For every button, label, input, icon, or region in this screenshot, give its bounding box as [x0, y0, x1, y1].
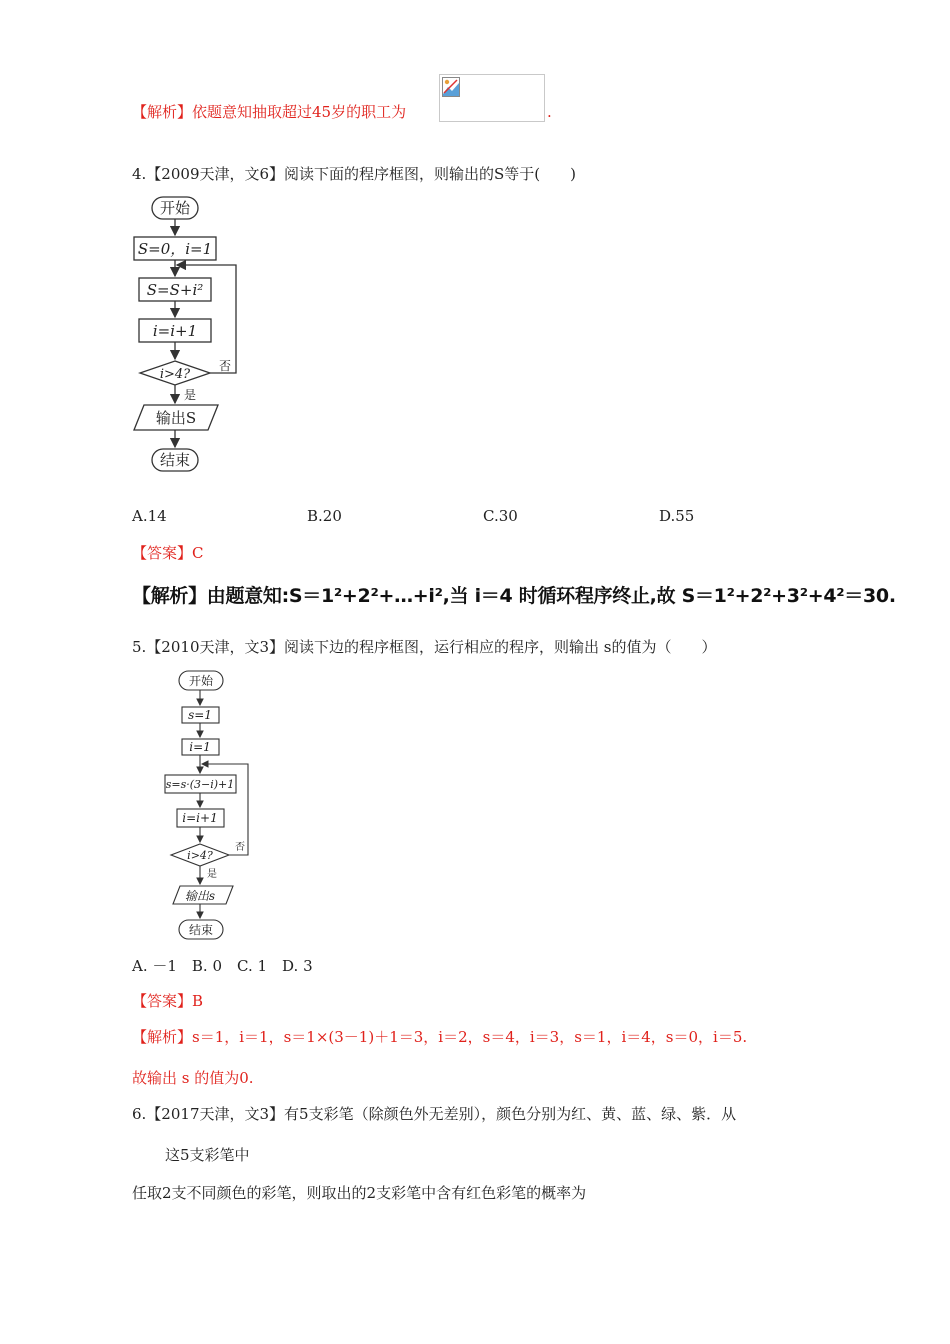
q5-cond-label: i>4? [187, 849, 213, 862]
q5-init1-label: s=1 [188, 708, 212, 722]
q5-answer [132, 990, 203, 1011]
jiexi-tag: 【解析】 [132, 103, 193, 121]
q4-cond-label: i>4? [159, 367, 191, 382]
jiexi-text: s＝1，i＝1，s＝1×(3－1)＋1＝3，i＝2，s＝4，i＝3，s＝1，i＝4，s＝0，i＝5. [192, 1028, 748, 1046]
q3-jiexi [132, 101, 406, 122]
q4-option-c: C.30 [483, 507, 518, 525]
q4-flowchart [128, 192, 238, 477]
q4-yes-label: 是 [183, 388, 197, 402]
q5-init2-label: i=1 [189, 740, 211, 754]
answer-value: C [192, 544, 204, 562]
q4-start-label: 开始 [159, 199, 191, 217]
q5-stem: 5.【2010天津，文3】阅读下边的程序框图，运行相应的程序，则输出 s的值为（ ） [132, 638, 717, 656]
broken-image-icon [442, 77, 460, 97]
q4-step1-label: S=S+i² [146, 281, 204, 299]
q6-stem-line1: 6.【2017天津，文3】有5支彩笔（除颜色外无差别），颜色分别为红、黄、蓝、绿、紫．从 [132, 1105, 737, 1123]
q6-stem-line3: 任取2支不同颜色的彩笔，则取出的2支彩笔中含有红色彩笔的概率为 [132, 1184, 587, 1202]
answer-value: B [192, 992, 204, 1010]
q4-init-label: S=0，i=1 [137, 240, 213, 258]
q4-stem: 4.【2009天津，文6】阅读下面的程序框图，则输出的S等于( ) [132, 165, 577, 183]
answer-tag: 【答案】 [132, 992, 193, 1010]
broken-image-placeholder [439, 74, 545, 122]
q5-step1-label: s=s·(3−i)+1 [165, 778, 235, 791]
jiexi-tag: 【解析】 [132, 1028, 193, 1046]
q5-yes-label: 是 [207, 869, 217, 880]
q5-jiexi-line1 [132, 1026, 747, 1047]
answer-tag: 【答案】 [132, 544, 193, 562]
q4-option-b: B.20 [307, 507, 342, 525]
q5-jiexi-line2: 故输出 s 的值为0. [132, 1069, 254, 1087]
q4-option-d: D.55 [659, 507, 695, 525]
q4-output-label: 输出S [155, 409, 197, 427]
q5-end-label: 结束 [188, 923, 214, 937]
q4-step2-label: i=i+1 [152, 322, 198, 340]
q5-step2-label: i=i+1 [182, 811, 218, 825]
q5-start-label: 开始 [188, 674, 214, 688]
q4-answer [132, 542, 204, 563]
q5-flowchart [160, 666, 260, 946]
q5-output-label: 输出s [184, 889, 216, 903]
jiexi-text: 依题意知抽取超过45岁的职工为 [192, 103, 407, 121]
q4-option-a: A.14 [132, 507, 167, 525]
q4-jiexi: 【解析】由题意知:S＝1²+2²+…+i²,当 i＝4 时循环程序终止,故 S＝1²+2²+3²+4²＝30. [132, 585, 896, 607]
q4-end-label: 结束 [159, 451, 191, 469]
q4-no-label: 否 [218, 359, 232, 373]
q5-options: A. －1 B. 0 C. 1 D. 3 [132, 957, 313, 975]
q6-stem-line2: 这5支彩笔中 [165, 1146, 250, 1164]
trailing-period: . [547, 103, 552, 121]
q5-no-label: 否 [235, 842, 245, 853]
